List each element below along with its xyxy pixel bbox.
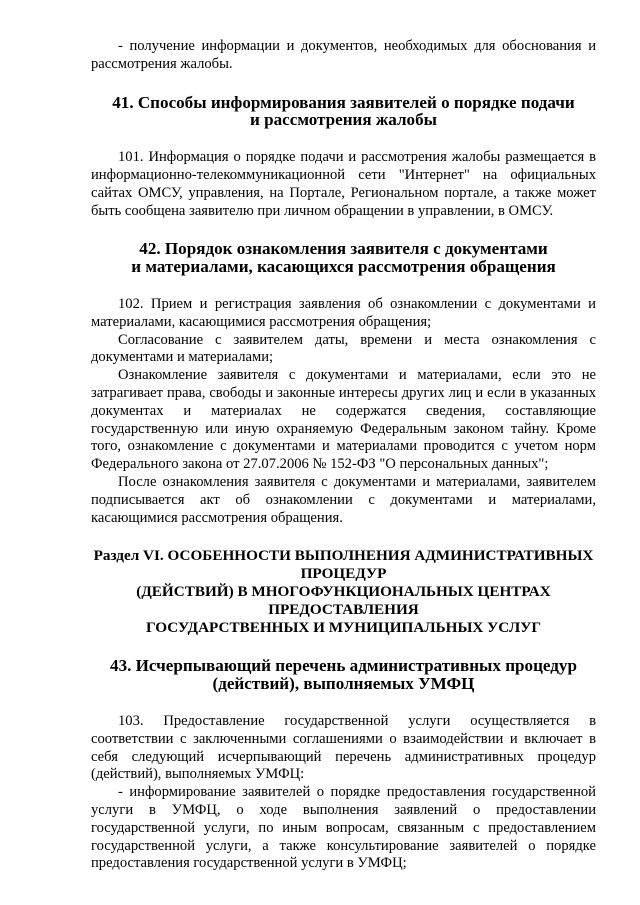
heading-42 <box>91 240 596 276</box>
paragraph-103-item-informing: - информирование заявителей о порядке предоставления государственной услуги в УМФЦ, о ходе выполнения заявлений о предоставлении государственной услуги, по иным вопросам, связанным с предоставлением государственной услуги, а также консультирование заявителей о порядке предоставления государственной услуги в УМФЦ; <box>91 784 596 872</box>
section-6-line1: Раздел VI. ОСОБЕННОСТИ ВЫПОЛНЕНИЯ АДМИНИСТРАТИВНЫХ <box>93 547 594 565</box>
paragraph-102-act: После ознакомления заявителя с документами и материалами, заявителем подписывается акт об ознакомлении с документами и материалами, касающимися рассмотрения обращения. <box>91 473 596 526</box>
heading-41-line2: и рассмотрения жалобы <box>250 110 437 130</box>
heading-43 <box>91 657 596 693</box>
paragraph-103: 103. Предоставление государственной услуги осуществляется в соответствии с заключенными соглашениями о взаимодействии и включает в себя следующий исчерпывающий перечень административных процедур (действий), выполняемых УМФЦ: <box>91 712 596 783</box>
section-6-line3: (ДЕЙСТВИЙ) В МНОГОФУНКЦИОНАЛЬНЫХ ЦЕНТРАХ <box>136 583 551 601</box>
heading-42-line2: и материалами, касающихся рассмотрения обращения <box>131 257 556 277</box>
heading-42-line1: 42. Порядок ознакомления заявителя с документами <box>139 239 548 259</box>
paragraph-102: 102. Прием и регистрация заявления об ознакомлении с документами и материалами, касающимися рассмотрения обращения; <box>91 295 596 330</box>
paragraph-101: 101. Информация о порядке подачи и рассмотрения жалобы размещается в информационно-телекоммуникационной сети "Интернет" на официальных сайтах ОМСУ, управления, на Портале, Региональном портале, а также может быть сообщена заявителю при личном обращении в управлении, в ОМСУ. <box>91 149 596 219</box>
section-6-line4: ПРЕДОСТАВЛЕНИЯ <box>268 601 419 619</box>
paragraph-102-review: Ознакомление заявителя с документами и материалами, если это не затрагивает права, свободы и законные интересы других лиц и если в указанных документах и материалах не содержатся сведения, составляющие государственную или иную охраняемую Федеральным законом тайну. Кроме того, ознакомление с документами и материалами проводится с учетом норм Федерального закона от 27.07.2006 № 152-ФЗ "О персональных данных"; <box>91 367 596 473</box>
paragraph-102-agreement: Согласование с заявителем даты, времени и места ознакомления с документами и материалами; <box>91 331 596 366</box>
heading-41 <box>91 94 596 130</box>
heading-43-line1: 43. Исчерпывающий перечень административных процедур <box>110 656 577 676</box>
section-6-title <box>91 547 596 637</box>
section-6-line5: ГОСУДАРСТВЕННЫХ И МУНИЦИПАЛЬНЫХ УСЛУГ <box>145 619 542 637</box>
section-6-line2: ПРОЦЕДУР <box>300 565 387 583</box>
intro-paragraph: - получение информации и документов, необходимых для обоснования и рассмотрения жалобы. <box>91 38 596 72</box>
heading-41-line1: 41. Способы информирования заявителей о порядке подачи <box>112 92 575 112</box>
heading-43-line2: (действий), выполняемых УМФЦ <box>212 674 475 694</box>
